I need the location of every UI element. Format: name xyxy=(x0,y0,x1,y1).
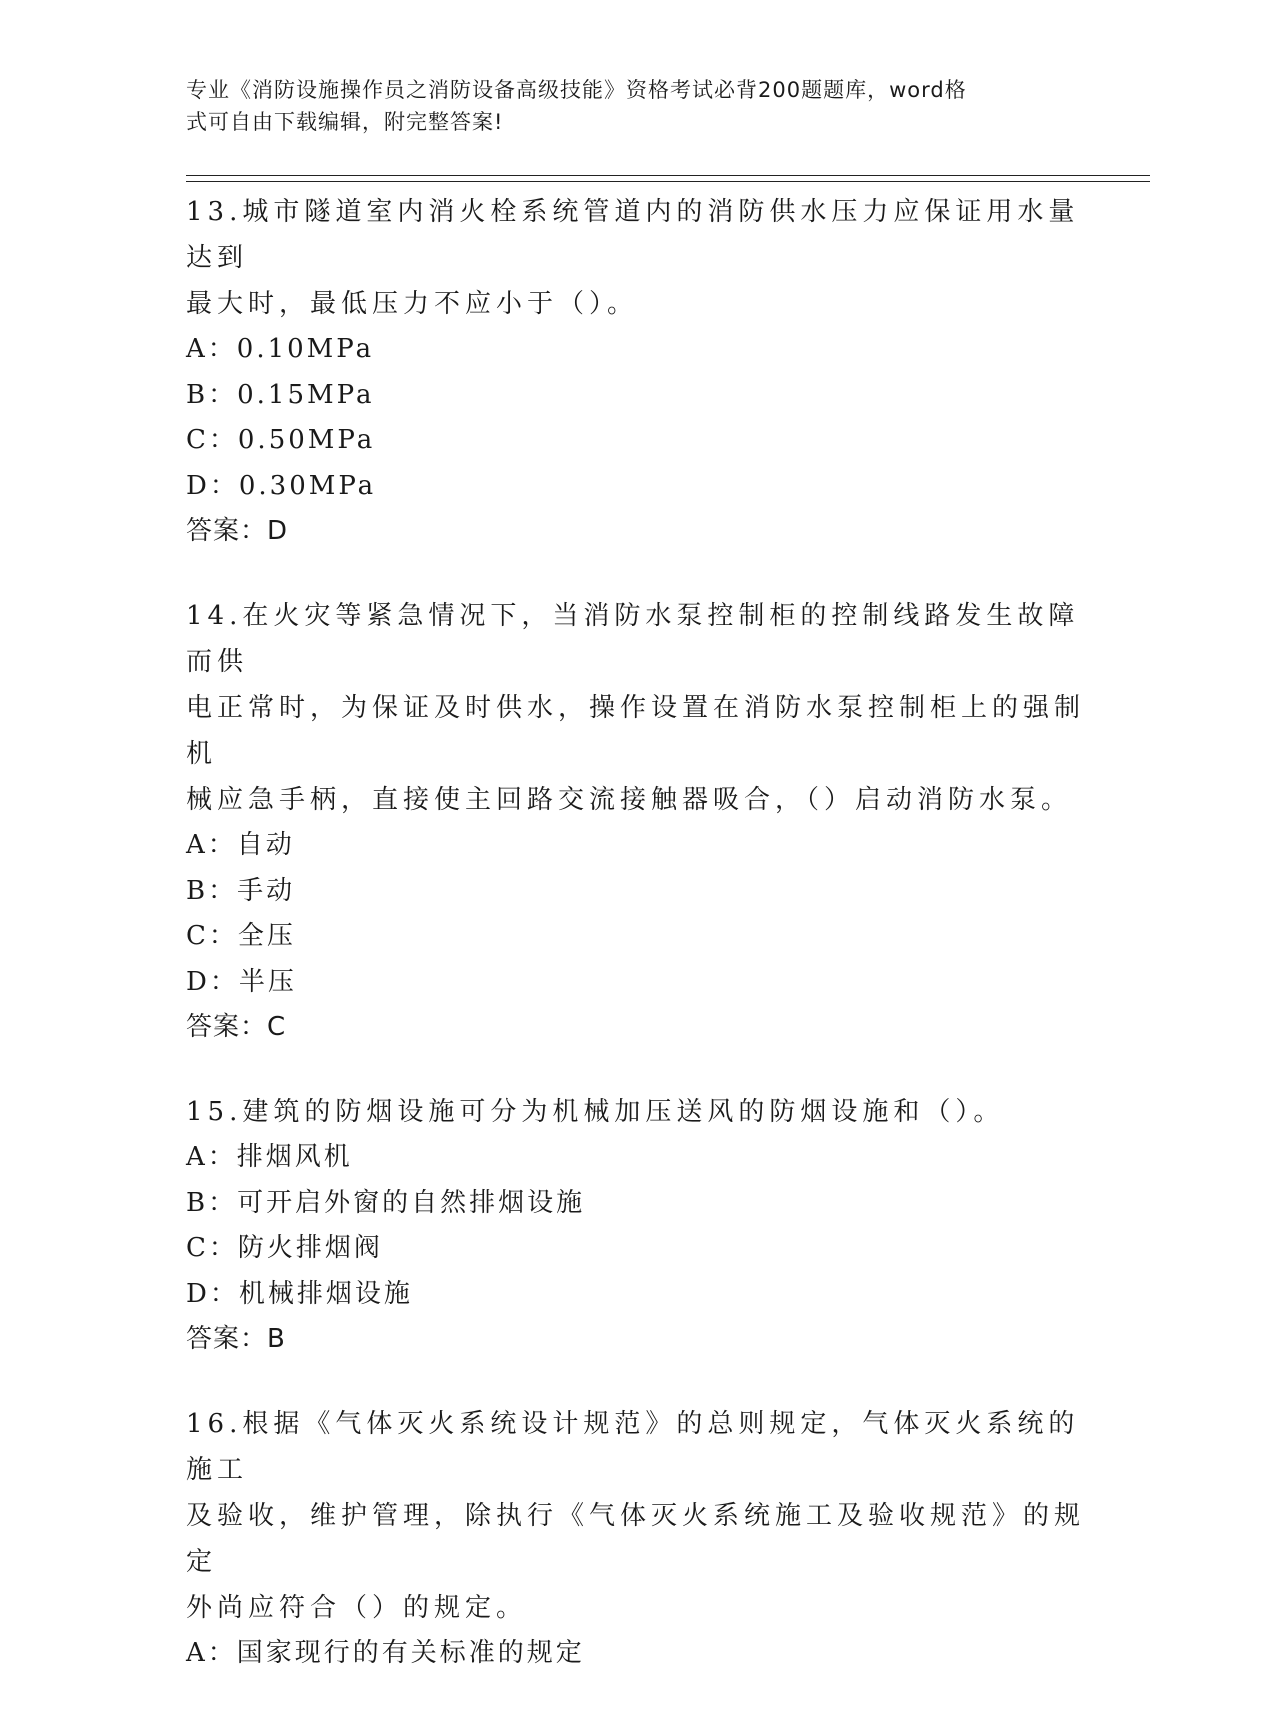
option-b: B：手动 xyxy=(186,875,296,906)
question-text-line: 械应急手柄，直接使主回路交流接触器吸合，（）启动消防水泵。 xyxy=(186,785,1073,815)
document-header xyxy=(186,74,1086,138)
option-c: C：防火排烟阀 xyxy=(186,1233,383,1263)
option-c: C：0.50MPa xyxy=(186,425,376,455)
question-15 xyxy=(186,1089,1106,1361)
answer: 答案：B xyxy=(186,1324,286,1354)
option-d: D：机械排烟设施 xyxy=(186,1278,413,1309)
question-list xyxy=(186,189,1106,1717)
question-16 xyxy=(186,1401,1106,1677)
header-line-2: 式可自由下载编辑，附完整答案! xyxy=(186,110,504,134)
option-b: B：0.15MPa xyxy=(186,379,375,410)
header-line-1: 专业《消防设施操作员之消防设备高级技能》资格考试必背200题题库，word格 xyxy=(186,78,967,102)
question-text-line: 13.城市隧道室内消火栓系统管道内的消防供水压力应保证用水量达到 xyxy=(186,197,1080,273)
header-divider-bottom xyxy=(186,181,1150,182)
answer: 答案：D xyxy=(186,516,289,546)
option-d: D：半压 xyxy=(186,966,297,997)
question-text-line: 外尚应符合（）的规定。 xyxy=(186,1593,528,1623)
question-text-line: 15.建筑的防烟设施可分为机械加压送风的防烟设施和（）。 xyxy=(186,1097,1005,1127)
header-divider-top xyxy=(186,175,1150,176)
question-text-line: 16.根据《气体灭火系统设计规范》的总则规定，气体灭火系统的施工 xyxy=(186,1409,1080,1485)
question-text-line: 及验收，维护管理，除执行《气体灭火系统施工及验收规范》的规定 xyxy=(186,1501,1086,1577)
question-14 xyxy=(186,593,1106,1049)
question-text-line: 14.在火灾等紧急情况下，当消防水泵控制柜的控制线路发生故障而供 xyxy=(186,601,1080,677)
question-13 xyxy=(186,189,1106,553)
option-a: A：0.10MPa xyxy=(186,334,375,364)
option-d: D：0.30MPa xyxy=(186,470,377,501)
option-a: A：排烟风机 xyxy=(186,1142,353,1172)
question-text-line: 最大时，最低压力不应小于（）。 xyxy=(186,289,639,319)
answer: 答案：C xyxy=(186,1012,287,1042)
question-text-line: 电正常时，为保证及时供水，操作设置在消防水泵控制柜上的强制机 xyxy=(186,693,1086,769)
option-a: A：自动 xyxy=(186,830,295,860)
option-b: B：可开启外窗的自然排烟设施 xyxy=(186,1187,586,1218)
option-c: C：全压 xyxy=(186,921,296,951)
option-a: A：国家现行的有关标准的规定 xyxy=(186,1638,585,1668)
